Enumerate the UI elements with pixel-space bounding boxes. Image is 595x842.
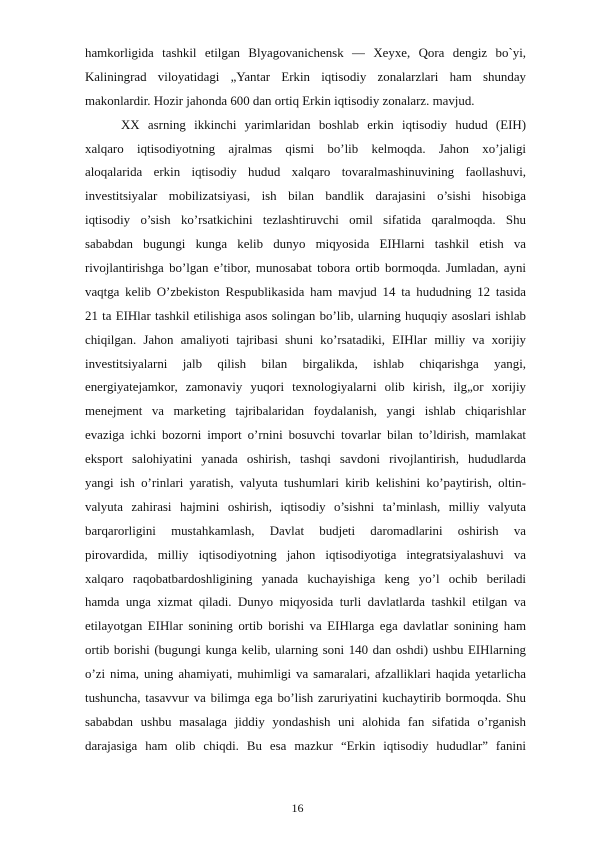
text-line: makonlardir. Hozir jahonda 600 dan ortiq Erkin iqtisodiy zonalarz. mavjud. <box>85 93 475 108</box>
text-line: 21 ta EIHlar tashkil etilishiga asos solingan bo’lib, ularning huquqiy asoslari ishlab <box>85 308 526 323</box>
text-line: investitsiyalarni jalb qilish bilan birgalikda, ishlab chiqarishga yangi, <box>85 356 526 371</box>
text-line: energiyatejamkor, zamonaviy yuqori texnologiyalarni olib kirish, ilg„or xorijiy <box>85 380 526 395</box>
body-text <box>85 42 526 759</box>
text-line: eksport salohiyatini yanada oshirish, tashqi savdoni rivojlantirish, hududlarda <box>85 452 526 467</box>
text-line: hamda unga xizmat qiladi. Dunyo miqyosida turli davlatlarda tashkil etilgan va <box>85 595 526 610</box>
text-line: hamkorligida tashkil etilgan Blyagovanichensk — Xeyxe, Qora dengiz bo`yi, <box>85 46 526 60</box>
text-line: rivojlantirishga bo’lgan e’tibor, munosabat tobora ortib bormoqda. Jumladan, ayni <box>85 261 526 276</box>
text-line: sababdan ushbu masalaga jiddiy yondashish uni alohida fan sifatida o’rganish <box>85 714 526 729</box>
text-line: pirovardida, milliy iqtisodiyotning jahon iqtisodiyotiga integratsiyalashuvi va <box>85 547 526 562</box>
text-line: valyuta zahirasi hajmini oshirish, iqtisodiy o’sishni ta’minlash, milliy valyuta <box>85 499 526 514</box>
text-line: ortib borishi (bugungi kunga kelib, ularning soni 140 dan oshdi) ushbu EIHlarning <box>85 643 526 658</box>
text-line: xalqaro iqtisodiyotning ajralmas qismi bo’lib kelmoqda. Jahon xo’jaligi <box>85 141 526 156</box>
text-line: tushuncha, tasavvur va bilimga ega bo’lish zaruriyatini kuchaytirib bormoqda. Shu <box>85 691 526 706</box>
text-line: Kaliningrad viloyatidagi „Yantar Erkin iqtisodiy zonalarzlari ham shunday <box>85 69 526 84</box>
text-line: yangi ish o’rinlari yaratish, valyuta tushumlari kirib kelishini ko’paytirish, oltin- <box>85 476 526 491</box>
text-line: investitsiyalar mobilizatsiyasi, ish bilan bandlik darajasini o’sishi hisobiga <box>85 189 526 204</box>
text-line: barqarorligini mustahkamlash, Davlat budjeti daromadlarini oshirish va <box>85 523 526 538</box>
text-line: xalqaro raqobatbardoshligining yanada kuchayishiga keng yo’l ochib beriladi <box>85 571 526 586</box>
paragraph-first-line: XX asrning ikkinchi yarimlaridan boshlab erkin iqtisodiy hudud (EIH) <box>121 117 526 132</box>
text-line: chiqilgan. Jahon amaliyoti tajribasi shuni ko’rsatadiki, EIHlar milliy va xorijiy <box>85 332 526 347</box>
text-line: aloqalarida erkin iqtisodiy hudud xalqaro tovaralmashinuvining faollashuvi, <box>85 165 526 180</box>
text-line: o’zi nima, uning ahamiyati, muhimligi va samaralari, afzalliklari haqida yetarlicha <box>85 667 526 682</box>
text-line: etilayotgan EIHlar sonining ortib borishi va EIHlarga ega davlatlar sonining ham <box>85 619 526 634</box>
page-number: 16 <box>291 801 304 815</box>
text-line: sababdan bugungi kunga kelib dunyo miqyosida EIHlarni tashkil etish va <box>85 237 526 252</box>
text-line: menejment va marketing tajribalaridan foydalanish, yangi ishlab chiqarishlar <box>85 404 526 419</box>
text-line: darajasiga ham olib chiqdi. Bu esa mazkur “Erkin iqtisodiy hududlar” fanini <box>85 738 526 753</box>
text-line: iqtisodiy o’sish ko’rsatkichini tezlashtiruvchi omil sifatida qaralmoqda. Shu <box>85 213 526 228</box>
text-line: evaziga ichki bozorni import o’rnini bosuvchi tovarlar bilan to’ldirish, mamlakat <box>85 428 526 443</box>
text-line: vaqtga kelib O’zbekiston Respublikasida ham mavjud 14 ta hududning 12 tasida <box>85 284 526 299</box>
